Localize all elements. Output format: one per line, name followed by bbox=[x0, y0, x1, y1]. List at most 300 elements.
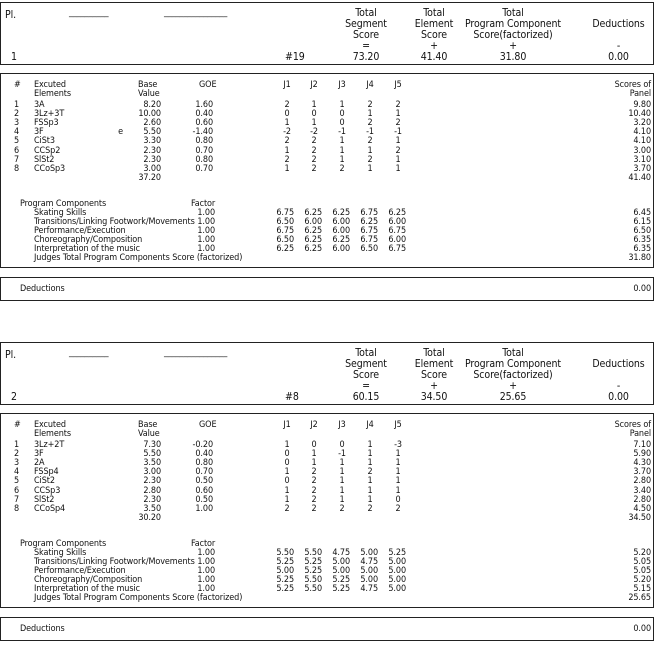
element-panel-score: 4.10 bbox=[633, 127, 651, 138]
component-name: Skating Skills bbox=[34, 208, 87, 218]
component-judge-j4: 6.75 bbox=[360, 235, 378, 245]
element-score: 34.50 bbox=[420, 391, 448, 403]
element-panel-score: 4.10 bbox=[633, 136, 651, 147]
judge-score-j3: 1 bbox=[339, 154, 345, 165]
judge-score-j4: 1 bbox=[367, 163, 373, 174]
judge-score-j4: -1 bbox=[366, 127, 374, 138]
judge-score-j4: 1 bbox=[367, 458, 373, 469]
col-scores-of: Scores of bbox=[614, 80, 651, 90]
component-judge-j1: 5.25 bbox=[276, 575, 294, 585]
element-panel-score: 2.80 bbox=[633, 476, 651, 487]
judge-score-j5: 1 bbox=[395, 154, 401, 165]
judge-score-j4: 1 bbox=[367, 485, 373, 496]
component-judge-j4: 6.25 bbox=[360, 217, 378, 227]
component-judge-j1: 6.75 bbox=[276, 208, 294, 218]
element-name: 3Lz+3T bbox=[34, 109, 65, 120]
element-name: CCSp2 bbox=[34, 145, 61, 156]
base-value-total: 30.20 bbox=[138, 512, 161, 523]
hdr-segment: Segment bbox=[345, 18, 387, 30]
element-base-value: 5.50 bbox=[143, 449, 161, 460]
component-judge-j2: 5.50 bbox=[304, 584, 322, 594]
judge-score-j4: 2 bbox=[367, 503, 373, 514]
element-name: CCoSp4 bbox=[34, 503, 66, 514]
component-name: Performance/Execution bbox=[34, 226, 126, 236]
col-value: Value bbox=[138, 89, 160, 99]
element-goe: 1.00 bbox=[195, 503, 213, 514]
element-number: 7 bbox=[14, 154, 20, 165]
component-judge-j1: 6.75 bbox=[276, 226, 294, 236]
element-panel-score: 5.90 bbox=[633, 449, 651, 460]
sign-eq: = bbox=[362, 380, 370, 392]
element-name: FSSp3 bbox=[34, 118, 59, 129]
component-factor: 1.00 bbox=[197, 235, 215, 245]
component-judge-j2: 6.25 bbox=[304, 244, 322, 254]
judge-score-j2: 2 bbox=[311, 476, 317, 487]
pcs-score: 25.65 bbox=[499, 391, 527, 403]
judge-score-j1: 2 bbox=[284, 136, 290, 147]
judge-score-j2: 0 bbox=[311, 440, 317, 450]
component-judge-j3: 6.25 bbox=[332, 235, 350, 245]
component-score: 6.15 bbox=[633, 217, 651, 227]
element-info: e bbox=[118, 127, 123, 138]
element-base-value: 2.60 bbox=[143, 118, 161, 129]
judge-score-j4: 2 bbox=[367, 118, 373, 129]
sign-minus: - bbox=[616, 380, 621, 392]
judge-score-j5: 2 bbox=[395, 100, 401, 110]
col-j5: J5 bbox=[394, 80, 402, 90]
component-judge-j5: 5.00 bbox=[388, 557, 406, 567]
col-panel: Panel bbox=[629, 89, 651, 99]
component-score: 5.15 bbox=[633, 584, 651, 594]
judge-score-j1: 2 bbox=[284, 503, 290, 514]
component-name: Transitions/Linking Footwork/Movements bbox=[34, 557, 195, 567]
judge-score-j4: 2 bbox=[367, 136, 373, 147]
deductions-total: 0.00 bbox=[633, 624, 651, 634]
element-panel-score: 3.40 bbox=[633, 485, 651, 496]
component-factor: 1.00 bbox=[197, 557, 215, 567]
component-factor: 1.00 bbox=[197, 226, 215, 236]
elements-total: 34.50 bbox=[628, 512, 651, 523]
col-j4: J4 bbox=[366, 420, 374, 430]
component-factor: 1.00 bbox=[197, 566, 215, 576]
element-goe: 0.70 bbox=[195, 467, 213, 478]
col-j3: J3 bbox=[338, 420, 346, 430]
components-title: Program Components bbox=[20, 199, 107, 209]
component-name: Performance/Execution bbox=[34, 566, 126, 576]
element-panel-score: 2.80 bbox=[633, 494, 651, 505]
components-total-label: Judges Total Program Components Score (factorized) bbox=[34, 253, 243, 263]
judge-score-j1: 1 bbox=[284, 440, 290, 450]
judge-score-j1: 0 bbox=[284, 458, 290, 469]
deductions-box bbox=[0, 277, 654, 301]
judge-score-j4: 1 bbox=[367, 109, 373, 120]
component-judge-j4: 4.75 bbox=[360, 584, 378, 594]
deductions-score: 0.00 bbox=[608, 51, 629, 63]
hdr-score: Score bbox=[353, 369, 379, 381]
hdr-score-factorized: Score(factorized) bbox=[473, 369, 553, 381]
element-name: 2A bbox=[34, 458, 45, 469]
hdr-program-component: Program Component bbox=[465, 18, 561, 30]
judge-score-j5: 1 bbox=[395, 163, 401, 174]
judge-score-j4: 2 bbox=[367, 100, 373, 110]
element-number: 3 bbox=[14, 118, 20, 129]
element-panel-score: 4.30 bbox=[633, 458, 651, 469]
judge-score-j2: 2 bbox=[311, 494, 317, 505]
judge-score-j5: 0 bbox=[395, 494, 401, 505]
component-judge-j3: 6.00 bbox=[332, 244, 350, 254]
component-judge-j4: 4.75 bbox=[360, 557, 378, 567]
component-factor: 1.00 bbox=[197, 575, 215, 585]
judge-score-j1: 0 bbox=[284, 109, 290, 120]
component-judge-j5: 5.00 bbox=[388, 566, 406, 576]
element-panel-score: 9.80 bbox=[633, 100, 651, 110]
judge-score-j4: 1 bbox=[367, 145, 373, 156]
deductions-label: Deductions bbox=[20, 284, 65, 294]
element-number: 8 bbox=[14, 503, 20, 514]
col-num: # bbox=[14, 420, 21, 430]
judge-score-j3: 2 bbox=[339, 163, 345, 174]
col-value: Value bbox=[138, 429, 160, 439]
component-judge-j2: 6.25 bbox=[304, 226, 322, 236]
element-name: SlSt2 bbox=[34, 154, 55, 165]
component-judge-j5: 6.75 bbox=[388, 226, 406, 236]
component-judge-j1: 5.50 bbox=[276, 548, 294, 558]
judge-score-j2: 2 bbox=[311, 163, 317, 174]
rank: 2 bbox=[11, 391, 17, 403]
judge-score-j2: 1 bbox=[311, 449, 317, 460]
hdr-element: Element bbox=[414, 358, 454, 370]
judge-score-j2: 2 bbox=[311, 503, 317, 514]
element-name: FSSp4 bbox=[34, 467, 59, 478]
judge-score-j4: 1 bbox=[367, 440, 373, 450]
judge-score-j4: 1 bbox=[367, 494, 373, 505]
col-base: Base bbox=[138, 420, 158, 430]
judge-score-j5: -3 bbox=[394, 440, 402, 450]
element-goe: 0.50 bbox=[195, 494, 213, 505]
judge-score-j3: -1 bbox=[338, 127, 346, 138]
element-base-value: 2.30 bbox=[143, 494, 161, 505]
col-j1: J1 bbox=[283, 80, 291, 90]
element-panel-score: 7.10 bbox=[633, 440, 651, 450]
col-j2: J2 bbox=[310, 420, 318, 430]
element-number: 7 bbox=[14, 494, 20, 505]
component-judge-j5: 5.00 bbox=[388, 575, 406, 585]
segment-score: 60.15 bbox=[352, 391, 380, 403]
hdr-total: Total bbox=[423, 347, 445, 359]
element-number: 1 bbox=[14, 440, 20, 450]
judge-score-j2: 2 bbox=[311, 136, 317, 147]
hdr-total: Total bbox=[355, 347, 377, 359]
component-name: Interpretation of the music bbox=[34, 244, 140, 254]
judge-score-j5: 1 bbox=[395, 467, 401, 478]
element-base-value: 2.30 bbox=[143, 476, 161, 487]
element-number: 2 bbox=[14, 449, 20, 460]
hdr-element: Element bbox=[414, 18, 454, 30]
start-number: #8 bbox=[285, 391, 299, 403]
element-panel-score: 10.40 bbox=[628, 109, 651, 120]
segment-score: 73.20 bbox=[352, 51, 380, 63]
judge-score-j1: 0 bbox=[284, 449, 290, 460]
base-value-total: 37.20 bbox=[138, 172, 161, 183]
judge-score-j2: 2 bbox=[311, 145, 317, 156]
component-judge-j2: 5.50 bbox=[304, 548, 322, 558]
judge-score-j5: 1 bbox=[395, 109, 401, 120]
col-elements: Elements bbox=[34, 429, 71, 439]
element-number: 6 bbox=[14, 145, 20, 156]
component-score: 5.20 bbox=[633, 548, 651, 558]
sign-plus: + bbox=[509, 380, 517, 392]
element-goe: -0.20 bbox=[192, 440, 213, 450]
component-name: Skating Skills bbox=[34, 548, 87, 558]
component-factor: 1.00 bbox=[197, 584, 215, 594]
component-judge-j4: 5.00 bbox=[360, 548, 378, 558]
judge-score-j4: 1 bbox=[367, 476, 373, 487]
element-number: 8 bbox=[14, 163, 20, 174]
component-judge-j4: 5.00 bbox=[360, 575, 378, 585]
component-judge-j2: 5.50 bbox=[304, 575, 322, 585]
col-base: Base bbox=[138, 80, 158, 90]
judge-score-j5: 1 bbox=[395, 449, 401, 460]
sign-plus: + bbox=[430, 380, 438, 392]
element-panel-score: 3.20 bbox=[633, 118, 651, 129]
col-goe: GOE bbox=[199, 80, 217, 90]
judge-score-j1: 1 bbox=[284, 494, 290, 505]
judge-score-j3: 1 bbox=[339, 458, 345, 469]
element-number: 5 bbox=[14, 476, 20, 487]
rank: 1 bbox=[11, 51, 17, 63]
element-number: 2 bbox=[14, 109, 20, 120]
component-factor: 1.00 bbox=[197, 548, 215, 558]
element-name: 3Lz+2T bbox=[34, 440, 65, 450]
col-j3: J3 bbox=[338, 80, 346, 90]
element-name: CCoSp3 bbox=[34, 163, 66, 174]
component-factor: 1.00 bbox=[197, 217, 215, 227]
judge-score-j2: -2 bbox=[310, 127, 318, 138]
component-judge-j2: 5.25 bbox=[304, 557, 322, 567]
component-judge-j4: 6.75 bbox=[360, 208, 378, 218]
judge-score-j3: 0 bbox=[339, 109, 345, 120]
deductions-box bbox=[0, 617, 654, 641]
component-judge-j1: 5.00 bbox=[276, 566, 294, 576]
component-judge-j1: 6.50 bbox=[276, 217, 294, 227]
judge-score-j4: 1 bbox=[367, 449, 373, 460]
judge-score-j5: 1 bbox=[395, 458, 401, 469]
hdr-score-factorized: Score(factorized) bbox=[473, 29, 553, 41]
element-base-value: 3.00 bbox=[143, 467, 161, 478]
judge-score-j2: 2 bbox=[311, 154, 317, 165]
element-number: 4 bbox=[14, 127, 20, 138]
component-score: 5.05 bbox=[633, 557, 651, 567]
hdr-segment: Segment bbox=[345, 358, 387, 370]
element-number: 4 bbox=[14, 467, 20, 478]
judge-score-j1: -2 bbox=[283, 127, 291, 138]
summary-box bbox=[0, 342, 654, 405]
col-executed: Excuted bbox=[34, 420, 66, 430]
component-name: Transitions/Linking Footwork/Movements bbox=[34, 217, 195, 227]
col-j2: J2 bbox=[310, 80, 318, 90]
component-score: 5.20 bbox=[633, 575, 651, 585]
hdr-score: Score bbox=[421, 29, 447, 41]
col-scores-of: Scores of bbox=[614, 420, 651, 430]
judge-score-j5: 2 bbox=[395, 503, 401, 514]
judge-score-j4: 2 bbox=[367, 467, 373, 478]
judge-score-j3: 1 bbox=[339, 136, 345, 147]
judge-score-j1: 2 bbox=[284, 154, 290, 165]
components-factor-header: Factor bbox=[191, 539, 216, 549]
element-panel-score: 4.50 bbox=[633, 503, 651, 514]
col-goe: GOE bbox=[199, 420, 217, 430]
judge-score-j1: 1 bbox=[284, 145, 290, 156]
col-elements: Elements bbox=[34, 89, 71, 99]
judge-score-j5: 2 bbox=[395, 118, 401, 129]
name-underline: __________ bbox=[69, 348, 109, 358]
component-judge-j5: 6.00 bbox=[388, 217, 406, 227]
judge-score-j5: 2 bbox=[395, 145, 401, 156]
judge-score-j3: -1 bbox=[338, 449, 346, 460]
element-base-value: 2.30 bbox=[143, 145, 161, 156]
judge-score-j3: 0 bbox=[339, 440, 345, 450]
sign-plus: + bbox=[430, 40, 438, 52]
element-number: 3 bbox=[14, 458, 20, 469]
element-goe: 0.40 bbox=[195, 449, 213, 460]
component-name: Choreography/Composition bbox=[34, 235, 143, 245]
element-goe: 0.60 bbox=[195, 118, 213, 129]
element-score: 41.40 bbox=[420, 51, 448, 63]
element-name: 3A bbox=[34, 100, 45, 110]
name-underline: __________ bbox=[69, 8, 109, 18]
judge-score-j2: 2 bbox=[311, 467, 317, 478]
details-box bbox=[0, 73, 654, 268]
component-judge-j3: 5.25 bbox=[332, 584, 350, 594]
component-score: 6.45 bbox=[633, 208, 651, 218]
element-panel-score: 3.00 bbox=[633, 145, 651, 156]
deductions-total: 0.00 bbox=[633, 284, 651, 294]
hdr-score: Score bbox=[421, 369, 447, 381]
element-number: 5 bbox=[14, 136, 20, 147]
col-executed: Excuted bbox=[34, 80, 66, 90]
element-panel-score: 3.70 bbox=[633, 163, 651, 174]
judge-score-j3: 1 bbox=[339, 494, 345, 505]
judge-score-j3: 2 bbox=[339, 503, 345, 514]
component-judge-j1: 5.25 bbox=[276, 584, 294, 594]
judge-score-j3: 0 bbox=[339, 118, 345, 129]
nation-underline: ________________ bbox=[164, 348, 228, 358]
components-total: 25.65 bbox=[628, 593, 651, 603]
component-judge-j5: 6.00 bbox=[388, 235, 406, 245]
element-base-value: 2.80 bbox=[143, 485, 161, 496]
element-number: 1 bbox=[14, 100, 20, 110]
element-goe: 0.80 bbox=[195, 458, 213, 469]
hdr-score: Score bbox=[353, 29, 379, 41]
hdr-total: Total bbox=[502, 347, 524, 359]
element-name: CCSp3 bbox=[34, 485, 61, 496]
element-base-value: 7.30 bbox=[143, 440, 161, 450]
judge-score-j2: 1 bbox=[311, 100, 317, 110]
component-factor: 1.00 bbox=[197, 244, 215, 254]
deductions-score: 0.00 bbox=[608, 391, 629, 403]
component-score: 6.35 bbox=[633, 235, 651, 245]
component-judge-j3: 5.00 bbox=[332, 557, 350, 567]
component-judge-j2: 6.00 bbox=[304, 217, 322, 227]
component-judge-j5: 6.75 bbox=[388, 244, 406, 254]
judge-score-j2: 1 bbox=[311, 118, 317, 129]
component-judge-j1: 6.25 bbox=[276, 244, 294, 254]
col-num: # bbox=[14, 80, 21, 90]
col-j5: J5 bbox=[394, 420, 402, 430]
element-base-value: 3.00 bbox=[143, 163, 161, 174]
judge-score-j5: 1 bbox=[395, 485, 401, 496]
judge-score-j3: 1 bbox=[339, 476, 345, 487]
col-panel: Panel bbox=[629, 429, 651, 439]
element-name: 3F bbox=[34, 127, 44, 138]
nation-underline: ________________ bbox=[164, 8, 228, 18]
judge-score-j5: 1 bbox=[395, 136, 401, 147]
component-judge-j5: 6.25 bbox=[388, 208, 406, 218]
element-goe: 0.70 bbox=[195, 163, 213, 174]
pl-label: Pl. bbox=[5, 9, 17, 21]
component-judge-j3: 5.00 bbox=[332, 566, 350, 576]
judge-score-j1: 2 bbox=[284, 100, 290, 110]
judge-score-j5: 1 bbox=[395, 476, 401, 487]
component-judge-j4: 6.50 bbox=[360, 244, 378, 254]
element-base-value: 2.30 bbox=[143, 154, 161, 165]
element-base-value: 10.00 bbox=[138, 109, 161, 120]
component-judge-j5: 5.00 bbox=[388, 584, 406, 594]
component-judge-j3: 6.00 bbox=[332, 217, 350, 227]
element-goe: 0.70 bbox=[195, 145, 213, 156]
component-judge-j1: 5.25 bbox=[276, 557, 294, 567]
hdr-total: Total bbox=[355, 7, 377, 19]
elements-total: 41.40 bbox=[628, 172, 651, 183]
hdr-total: Total bbox=[423, 7, 445, 19]
sign-minus: - bbox=[616, 40, 621, 52]
details-box bbox=[0, 413, 654, 608]
hdr-total: Total bbox=[502, 7, 524, 19]
judge-score-j4: 2 bbox=[367, 154, 373, 165]
component-judge-j3: 5.25 bbox=[332, 575, 350, 585]
judge-score-j3: 1 bbox=[339, 145, 345, 156]
components-total-label: Judges Total Program Components Score (factorized) bbox=[34, 593, 243, 603]
judge-score-j2: 1 bbox=[311, 458, 317, 469]
component-judge-j2: 5.25 bbox=[304, 566, 322, 576]
judge-score-j1: 0 bbox=[284, 476, 290, 487]
element-base-value: 3.50 bbox=[143, 503, 161, 514]
judge-score-j1: 1 bbox=[284, 163, 290, 174]
sign-eq: = bbox=[362, 40, 370, 52]
component-score: 6.35 bbox=[633, 244, 651, 254]
col-j4: J4 bbox=[366, 80, 374, 90]
element-goe: -1.40 bbox=[192, 127, 213, 138]
element-goe: 0.80 bbox=[195, 136, 213, 147]
judge-score-j3: 1 bbox=[339, 100, 345, 110]
judge-score-j3: 1 bbox=[339, 467, 345, 478]
hdr-program-component: Program Component bbox=[465, 358, 561, 370]
components-title: Program Components bbox=[20, 539, 107, 549]
judge-score-j1: 1 bbox=[284, 467, 290, 478]
element-name: SlSt2 bbox=[34, 494, 55, 505]
summary-box bbox=[0, 2, 654, 65]
element-base-value: 3.50 bbox=[143, 458, 161, 469]
component-judge-j5: 5.25 bbox=[388, 548, 406, 558]
element-base-value: 3.30 bbox=[143, 136, 161, 147]
component-name: Choreography/Composition bbox=[34, 575, 143, 585]
col-j1: J1 bbox=[283, 420, 291, 430]
component-score: 5.05 bbox=[633, 566, 651, 576]
element-goe: 0.60 bbox=[195, 485, 213, 496]
judge-score-j1: 1 bbox=[284, 485, 290, 496]
judge-score-j5: -1 bbox=[394, 127, 402, 138]
judge-score-j3: 1 bbox=[339, 485, 345, 496]
